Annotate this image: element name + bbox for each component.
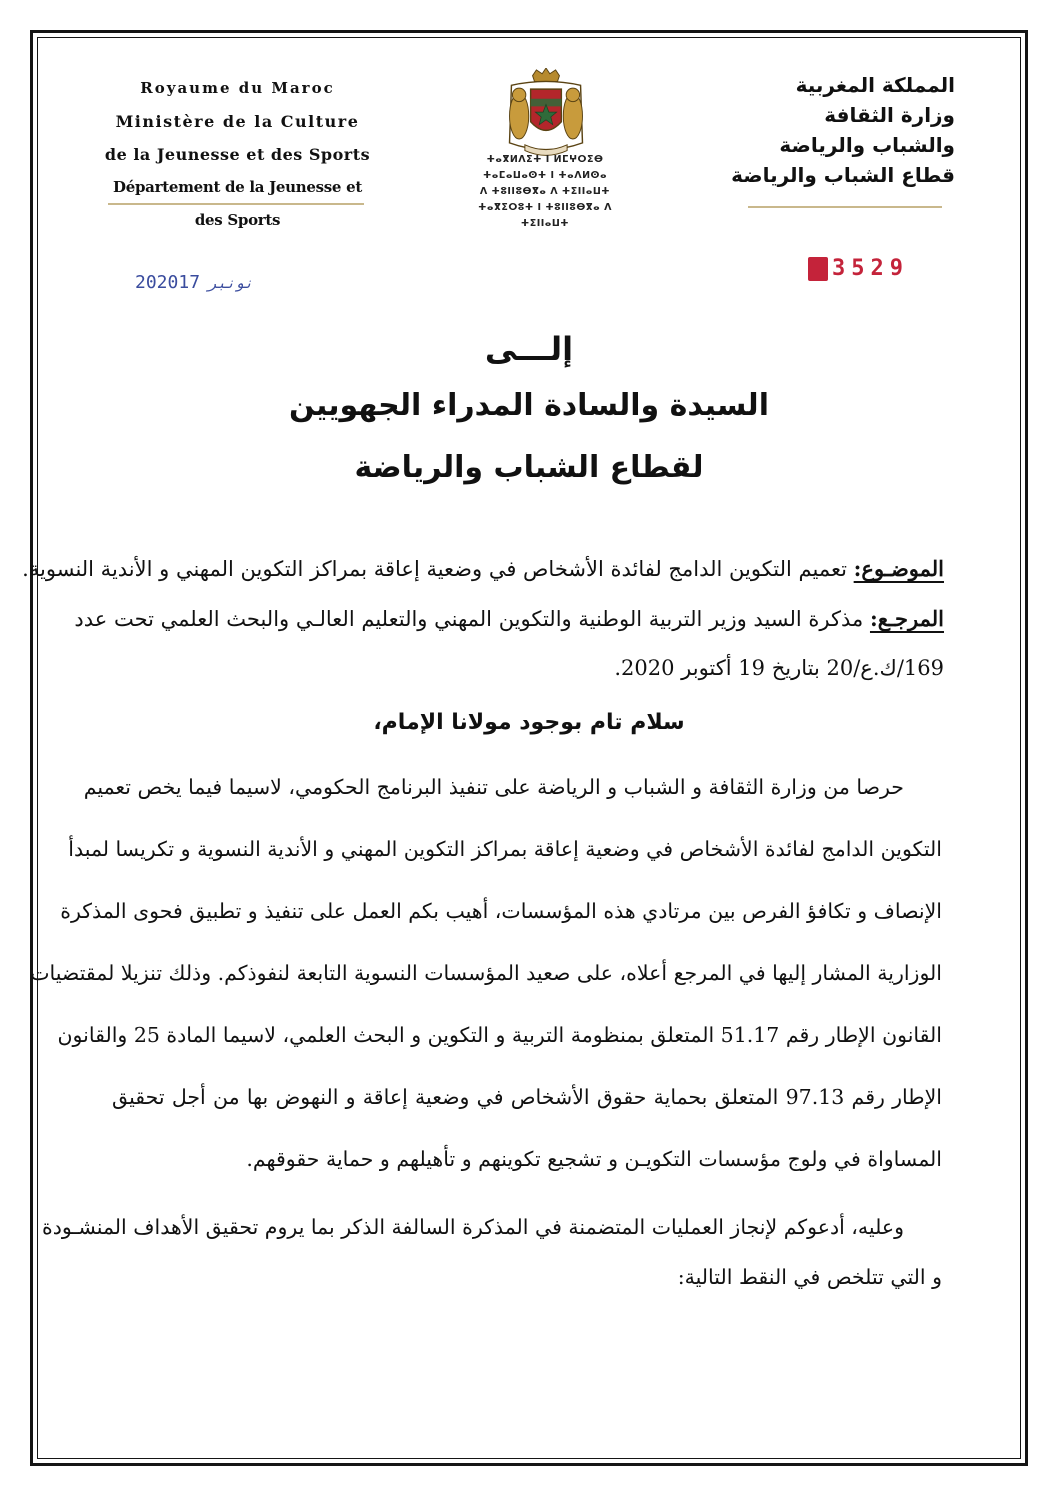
tifinagh-line-2: ⵜⴰⵎⴰⵡⴰⵙⵜ ⵏ ⵜⴰⴷⵍⵙⴰ <box>482 170 608 181</box>
royal-coat-of-arms-icon <box>498 68 594 164</box>
recipient-to: إلـــى <box>484 330 574 368</box>
date-year: 2020 <box>135 272 179 293</box>
reference-line-1 <box>74 606 944 631</box>
fr-header-line-3: de la Jeunesse et des Sports <box>104 145 371 164</box>
ar-header-line-4: قطاع الشباب والرياضة <box>731 163 955 187</box>
fr-header-line-2: Ministère de la Culture <box>115 112 360 131</box>
ar-header-rule <box>748 206 942 208</box>
fr-header-rule <box>108 203 364 205</box>
recipient-line-1: السيدة والسادة المدراء الجهويين <box>289 388 769 423</box>
subject-text: تعميم التكوين الدامج لفائدة الأشخاص في وضعية إعاقة بمراكز التكوين المهني و الأندية النسوية. <box>22 557 847 581</box>
closing-line: وعليه، أدعوكم لإنجاز العمليات المتضمنة في المذكرة السالفة الذكر بما يروم تحقيق الأهداف المنشـودة <box>42 1215 904 1239</box>
salutation: سلام تام بوجود مولانا الإمام، <box>373 710 685 735</box>
date-stamp <box>135 272 261 293</box>
stamp-mark-icon <box>808 257 828 281</box>
reference-line-2: 169/ك.ع/20 بتاريخ 19 أكتوبر 2020. <box>614 656 944 680</box>
fr-header-line-4: Département de la Jeunesse et des Sports <box>113 178 362 229</box>
body-line: القانون الإطار رقم 51.17 المتعلق بمنظومة التربية و التكوين و البحث العلمي، لاسيما المادة 25 والقانون <box>57 1023 942 1047</box>
recipient-line-2: لقطاع الشباب والرياضة <box>354 450 704 485</box>
ar-header-line-3: والشباب والرياضة <box>779 133 955 157</box>
subject-line <box>22 556 944 581</box>
body-line: الإطار رقم 97.13 المتعلق بحماية حقوق الأشخاص في وضعية إعاقة و النهوض بها من أجل تحقيق <box>112 1085 942 1109</box>
reference-number-stamp <box>808 256 909 281</box>
date-day: 17 <box>178 272 201 293</box>
reference-label: المرجـع: <box>869 606 944 631</box>
tifinagh-line-4: ⵜⴰⴳⵉⵔⵓⵜ ⵏ ⵜⵓⵏⵏⵓⴱⴳⴰ ⴷ ⵜⵉⵏⵏⴰⵡⵜ <box>478 202 612 229</box>
date-month: نونبر <box>208 274 254 292</box>
french-letterhead <box>100 72 375 237</box>
subject-label: الموضـوع: <box>853 556 944 581</box>
reference-text-1: مذكرة السيد وزير التربية الوطنية والتكوين المهني والتعليم العالـي والبحث العلمي تحت عدد <box>74 607 864 631</box>
body-paragraph <box>30 772 942 1206</box>
closing-line: و التي تتلخص في النقط التالية: <box>677 1265 942 1289</box>
tifinagh-line-1: ⵜⴰⴳⵍⴷⵉⵜ ⵏ ⵍⵎⵖⵔⵉⴱ <box>486 154 604 165</box>
arabic-letterhead <box>715 70 955 190</box>
body-line: التكوين الدامج لفائدة الأشخاص في وضعية إعاقة بمراكز التكوين المهني و الأندية النسوية و تكريسا لمبدأ <box>68 837 942 861</box>
tifinagh-line-3: ⴷ ⵜⵓⵏⵏⵓⴱⴳⴰ ⴷ ⵜⵉⵏⵏⴰⵡⵜ <box>479 186 611 197</box>
body-line: المساواة في ولوج مؤسسات التكويـن و تشجيع تكوينهم و تأهيلهم و حماية حقوقهم. <box>246 1147 942 1171</box>
closing-paragraph <box>42 1212 942 1324</box>
ar-header-line-1: المملكة المغربية <box>795 73 955 97</box>
tifinagh-letterhead <box>470 152 620 232</box>
body-line: الوزارية المشار إليها في المرجع أعلاه، على صعيد المؤسسات النسوية التابعة لنفوذكم. وذلك تنزيلا لمقتضيات <box>30 961 942 985</box>
body-line: حرصا من وزارة الثقافة و الشباب و الرياضة على تنفيذ البرنامج الحكومي، لاسيما فيما يخص تعميم <box>83 775 904 799</box>
ar-header-line-2: وزارة الثقافة <box>824 103 955 127</box>
fr-header-line-1: Royaume du Maroc <box>140 79 335 97</box>
body-line: الإنصاف و تكافؤ الفرص بين مرتادي هذه المؤسسات، أهيب بكم العمل على تنفيذ و تطبيق فحوى المذكرة <box>60 899 942 923</box>
reference-number: 3529 <box>832 256 909 281</box>
